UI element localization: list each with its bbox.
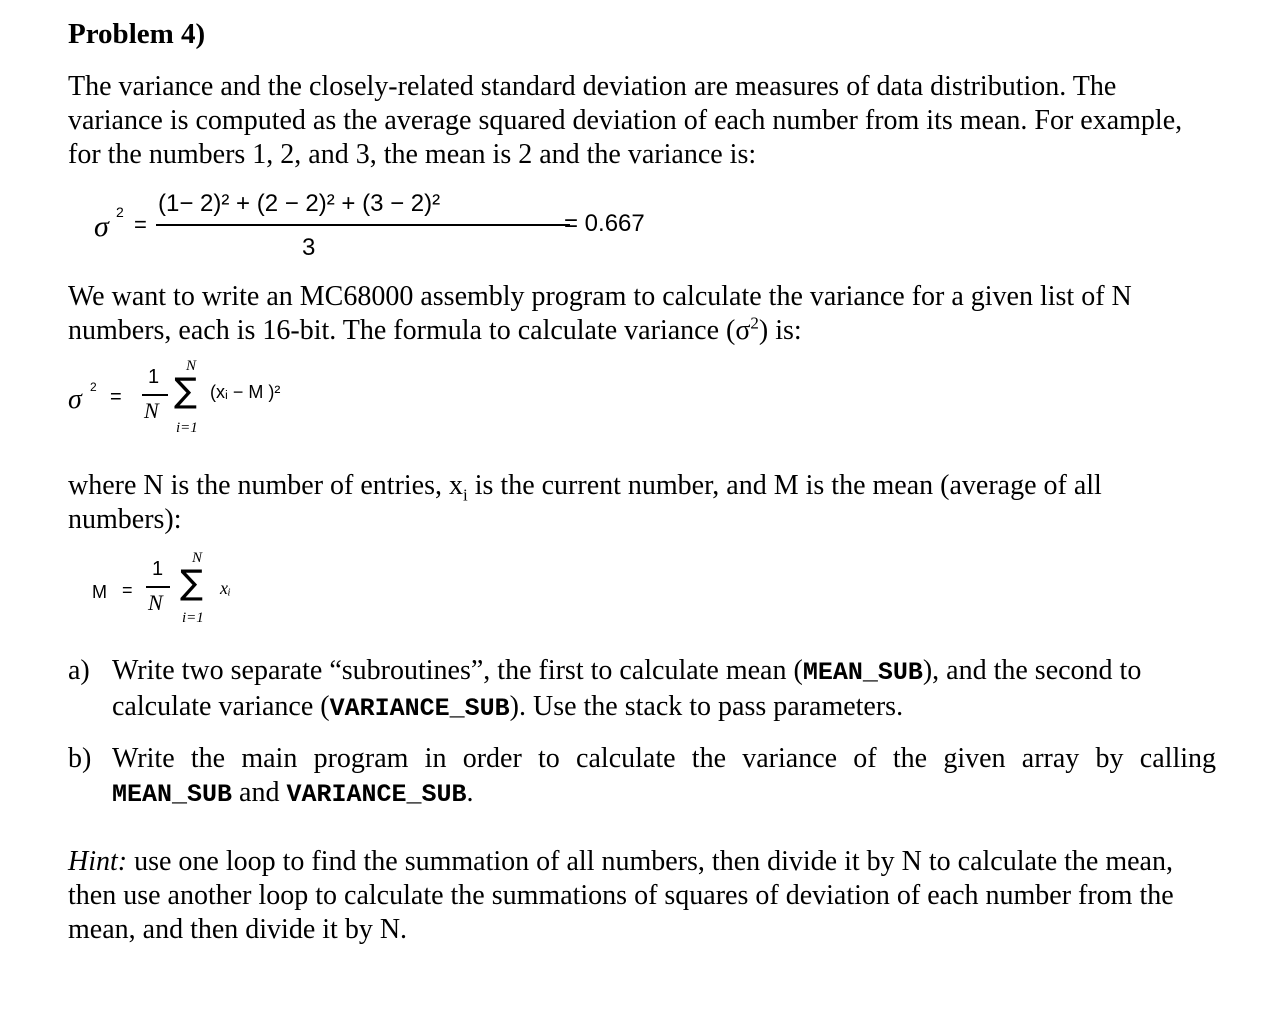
variance-sub-code: VARIANCE_SUB	[329, 694, 510, 723]
variance-sigma-exponent: 2	[90, 380, 97, 394]
mean-frac-denominator: N	[148, 590, 163, 615]
sigma-exponent: 2	[116, 204, 124, 220]
sigma-symbol: σ	[94, 210, 109, 243]
variance-equals-sign: =	[110, 386, 122, 408]
variance-sum-lower: i=1	[176, 420, 198, 436]
equation-result: = 0.667	[564, 210, 645, 237]
variance-sigma-symbol: σ	[68, 384, 82, 415]
task-a-text-1: Write two separate “subroutines”, the first to calculate mean (	[112, 655, 803, 686]
variance-formula	[68, 358, 368, 442]
mean-sum-symbol: ∑	[180, 563, 203, 603]
mean-intro-text: where N is the number of entries, x	[68, 470, 463, 501]
task-b-variance-sub-code: VARIANCE_SUB	[286, 780, 467, 809]
mean-intro-paragraph	[68, 469, 1218, 537]
task-b-text	[112, 742, 1216, 812]
mean-formula	[92, 548, 292, 632]
mean-sum-upper: N	[192, 550, 203, 566]
mean-frac-bar	[146, 586, 170, 588]
hint-label: Hint:	[68, 846, 128, 877]
mean-lhs: M	[92, 582, 107, 602]
task-b-text-1: Write the main program in order to calculate the variance of the given array by calling	[112, 743, 1216, 774]
task-item-a	[68, 654, 1218, 726]
formula-intro-sup: 2	[750, 313, 759, 333]
mean-sum-term: xᵢ	[220, 578, 231, 598]
formula-intro-paragraph	[68, 280, 1218, 348]
variance-sum-upper: N	[186, 358, 197, 374]
variance-frac-numerator: 1	[148, 366, 160, 388]
intro-paragraph: The variance and the closely-related standard deviation are measures of data distribution. The variance is computed as the average squared deviation of each number from its mean. For example, for the numbers 1, 2, and 3, the mean is 2 and the variance is:	[68, 71, 1183, 170]
task-a-text-2: ), and the second to calculate variance (	[112, 655, 1142, 722]
task-a-label: a)	[68, 655, 90, 686]
task-b-text-3: .	[466, 777, 474, 808]
fraction-denominator: 3	[302, 234, 316, 261]
task-b-text-2: and	[232, 777, 287, 808]
mean-intro-sub: i	[463, 485, 468, 505]
task-a-text	[112, 654, 1216, 726]
variance-sum-term: (xᵢ − M )²	[210, 382, 281, 402]
variance-frac-bar	[142, 394, 168, 396]
equals-sign: =	[134, 212, 147, 237]
formula-intro-text: We want to write an MC68000 assembly program to calculate the variance for a given list of N numbers, each is 16-bit. The formula to calculate variance (σ	[68, 281, 1132, 346]
task-a-text-3: ). Use the stack to pass parameters.	[509, 691, 904, 722]
hint-paragraph	[68, 845, 1218, 947]
mean-equals-sign: =	[122, 580, 133, 600]
problem-title: Problem 4)	[68, 18, 206, 50]
variance-sum-symbol: ∑	[174, 371, 197, 411]
mean-sub-code: MEAN_SUB	[802, 658, 923, 687]
task-b-label: b)	[68, 743, 92, 774]
task-b-mean-sub-code: MEAN_SUB	[112, 780, 233, 809]
fraction-bar	[156, 224, 570, 226]
variance-frac-denominator: N	[144, 398, 159, 423]
mean-intro-end: is the current number, and M is the mean (average of all numbers):	[68, 470, 1102, 535]
mean-sum-lower: i=1	[182, 610, 204, 626]
formula-intro-end: ) is:	[758, 315, 802, 346]
mean-frac-numerator: 1	[152, 558, 164, 580]
fraction-numerator: (1− 2)² + (2 − 2)² + (3 − 2)²	[158, 190, 441, 217]
hint-text: use one loop to find the summation of all numbers, then divide it by N to calculate the mean, then use another loop to calculate the summations of squares of deviation of each number from the mean, and then divide it by N.	[68, 846, 1174, 945]
task-item-b	[68, 742, 1218, 814]
